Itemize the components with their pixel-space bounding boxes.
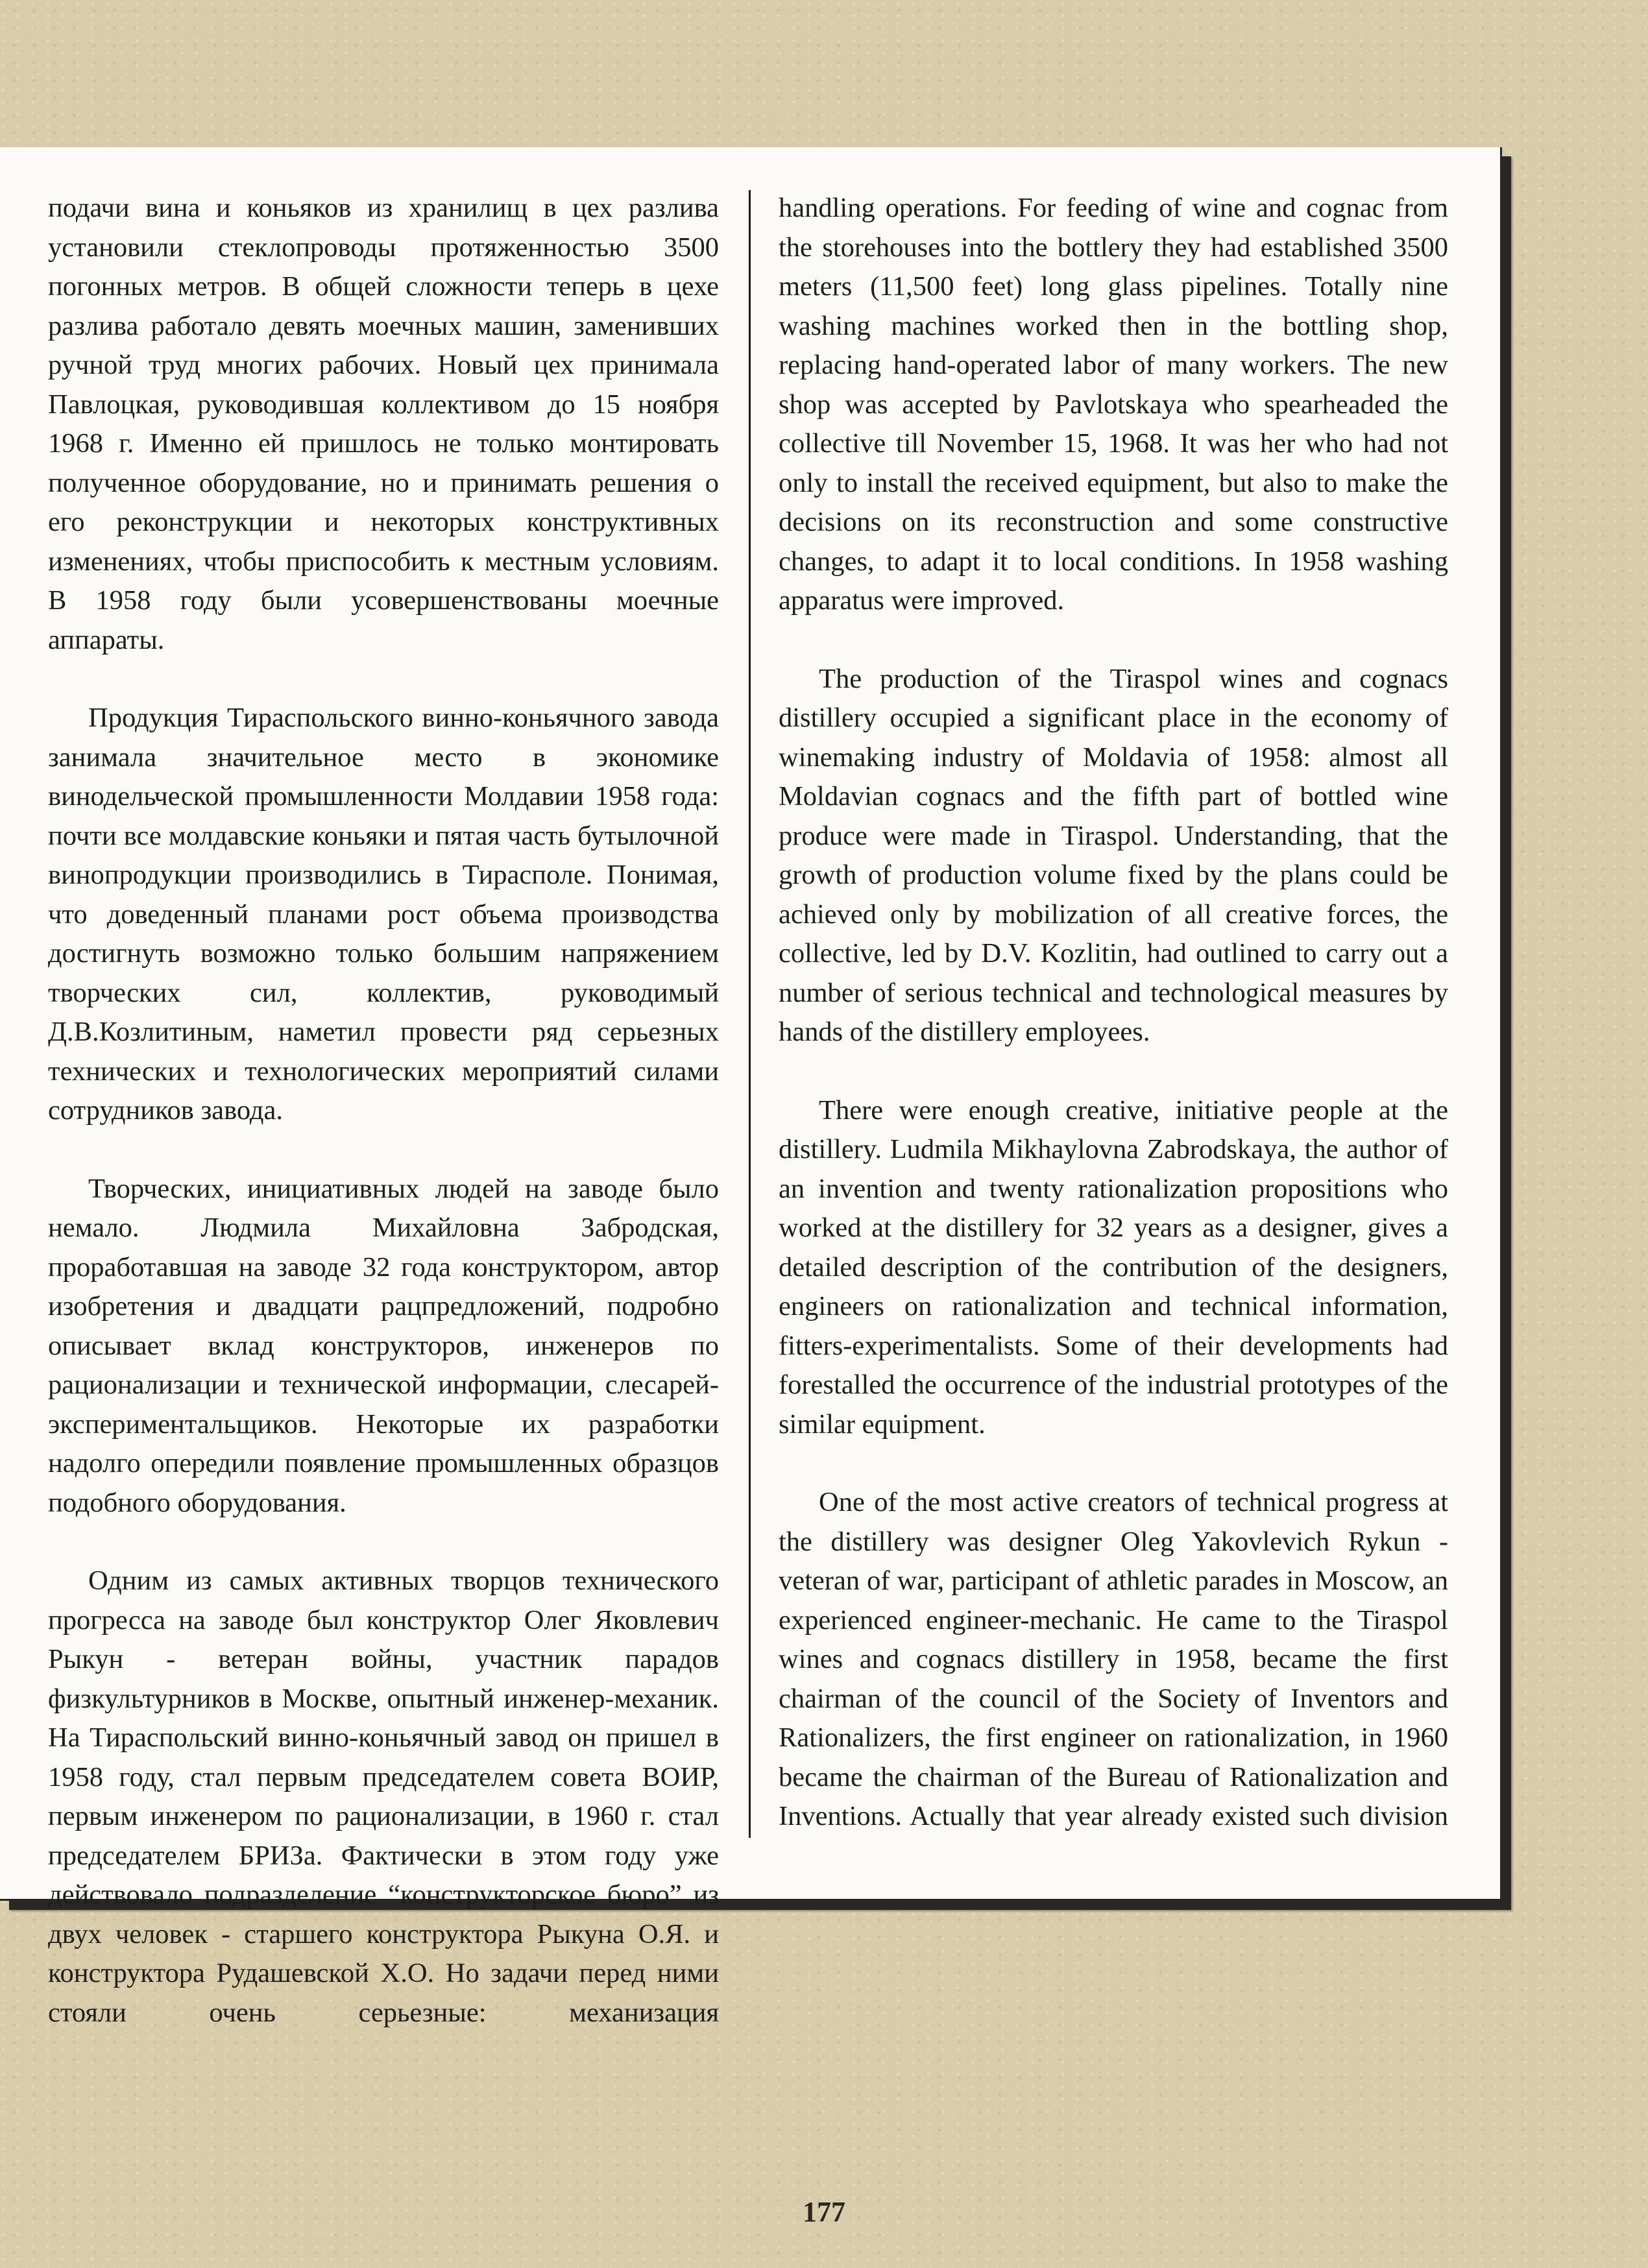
russian-text-column (48, 189, 719, 2033)
english-text-column (779, 189, 1448, 1837)
english-paragraph: One of the most active creators of technical progress at the distillery was designer Oleg Yakovlevich Rykun - veteran of war, participant of athletic parades in Moscow, an experienced engineer-mechanic. He came to the Tiraspol wines and cognacs distillery in 1958, became the first chairman of the council of the Society of Inventors and Rationalizers, the first engineer on rationalization, in 1960 became the chairman of the Bureau of Rationalization and Inventions. Actually that year already existed such division (779, 1487, 1448, 1831)
russian-paragraph: Творческих, инициативных людей на заводе было немало. Людмила Михайловна Забродская, проработавшая на заводе 32 года конструктором, автор изобретения и двадцати рацпредложений, подробно описывает вклад конструкторов, инженеров по рационализации и технической информации, слесарей-экспериментальщиков. Некоторые их разработки надолго опередили появление промышленных образцов подобного оборудования. (48, 1173, 719, 1518)
page-number: 177 (803, 2196, 845, 2228)
english-paragraph: handling operations. For feeding of wine and cognac from the storehouses into the bottlery they had established 3500 meters (11,500 feet) long glass pipelines. Totally nine washing machines worked then in the bottling shop, replacing hand-operated labor of many workers. The new shop was accepted by Pavlotskaya who spearheaded the collective till November 15, 1968. It was her who had not only to install the received equipment, but also to make the decisions on its reconstruction and some constructive changes, to adapt it to local conditions. In 1958 washing apparatus were improved. (779, 193, 1448, 616)
text-panel (0, 147, 1502, 2028)
column-divider (749, 190, 751, 1838)
russian-paragraph: Одним из самых активных творцов технического прогресса на заводе был конструктор Олег Яковлевич Рыкун - ветеран войны, участник парадов физкультурников в Москве, опытный инженер-механик. На Тираспольский винно-коньячный завод он пришел в 1958 году, стал первым председателем совета ВОИР, первым инженером по рационализации, в 1960 г. стал председателем БРИЗа. Фактически в этом году уже действовало подразделение “конструкторское бюро” из двух человек - старшего конструктора Рыкуна О.Я. и конструктора Рудашевской Х.О. Но задачи перед ними стояли очень серьезные: механизация (48, 1565, 719, 2028)
russian-paragraph: Продукция Тираспольского винно-коньячного завода занимала значительное место в экономике винодельческой промышленности Молдавии 1958 года: почти все молдавские коньяки и пятая часть бутылочной винопродукции производились в Тирасполе. Понимая, что доведенный планами рост объема производства достигнуть возможно только большим напряжением творческих сил, коллектив, руководимый Д.В.Козлитиным, наметил провести ряд серьезных технических и технологических мероприятий силами сотрудников завода. (48, 703, 719, 1126)
english-paragraph: There were enough creative, initiative people at the distillery. Ludmila Mikhaylovna Zabrodskaya, the author of an invention and twenty rationalization propositions who worked at the distillery for 32 years as a designer, gives a detailed description of the contribution of the designers, engineers on rationalization and technical information, fitters-experimentalists. Some of their developments had forestalled the occurrence of the industrial prototypes of the similar equipment. (779, 1094, 1448, 1440)
english-paragraph: The production of the Tiraspol wines and cognacs distillery occupied a significant place in the economy of winemaking industry of Moldavia of 1958: almost all Moldavian cognacs and the fifth part of bottled wine produce were made in Tiraspol. Understanding, that the growth of production volume fixed by the plans could be achieved only by mobilization of all creative forces, the collective, led by D.V. Kozlitin, had outlined to carry out a number of serious technical and technological measures by hands of the distillery employees. (779, 663, 1448, 1047)
russian-paragraph: подачи вина и коньяков из хранилищ в цех разлива установили стеклопроводы протяженностью 3500 погонных метров. В общей сложности теперь в цехе разлива работало девять моечных машин, заменивших ручной труд многих рабочих. Новый цех принимала Павлоцкая, руководившая коллективом до 15 ноября 1968 г. Именно ей пришлось не только монтировать полученное оборудование, но и принимать решения о его реконструкции и некоторых конструктивных изменениях, чтобы приспособить к местным условиям. В 1958 году были усовершенствованы моечные аппараты. (48, 193, 719, 655)
